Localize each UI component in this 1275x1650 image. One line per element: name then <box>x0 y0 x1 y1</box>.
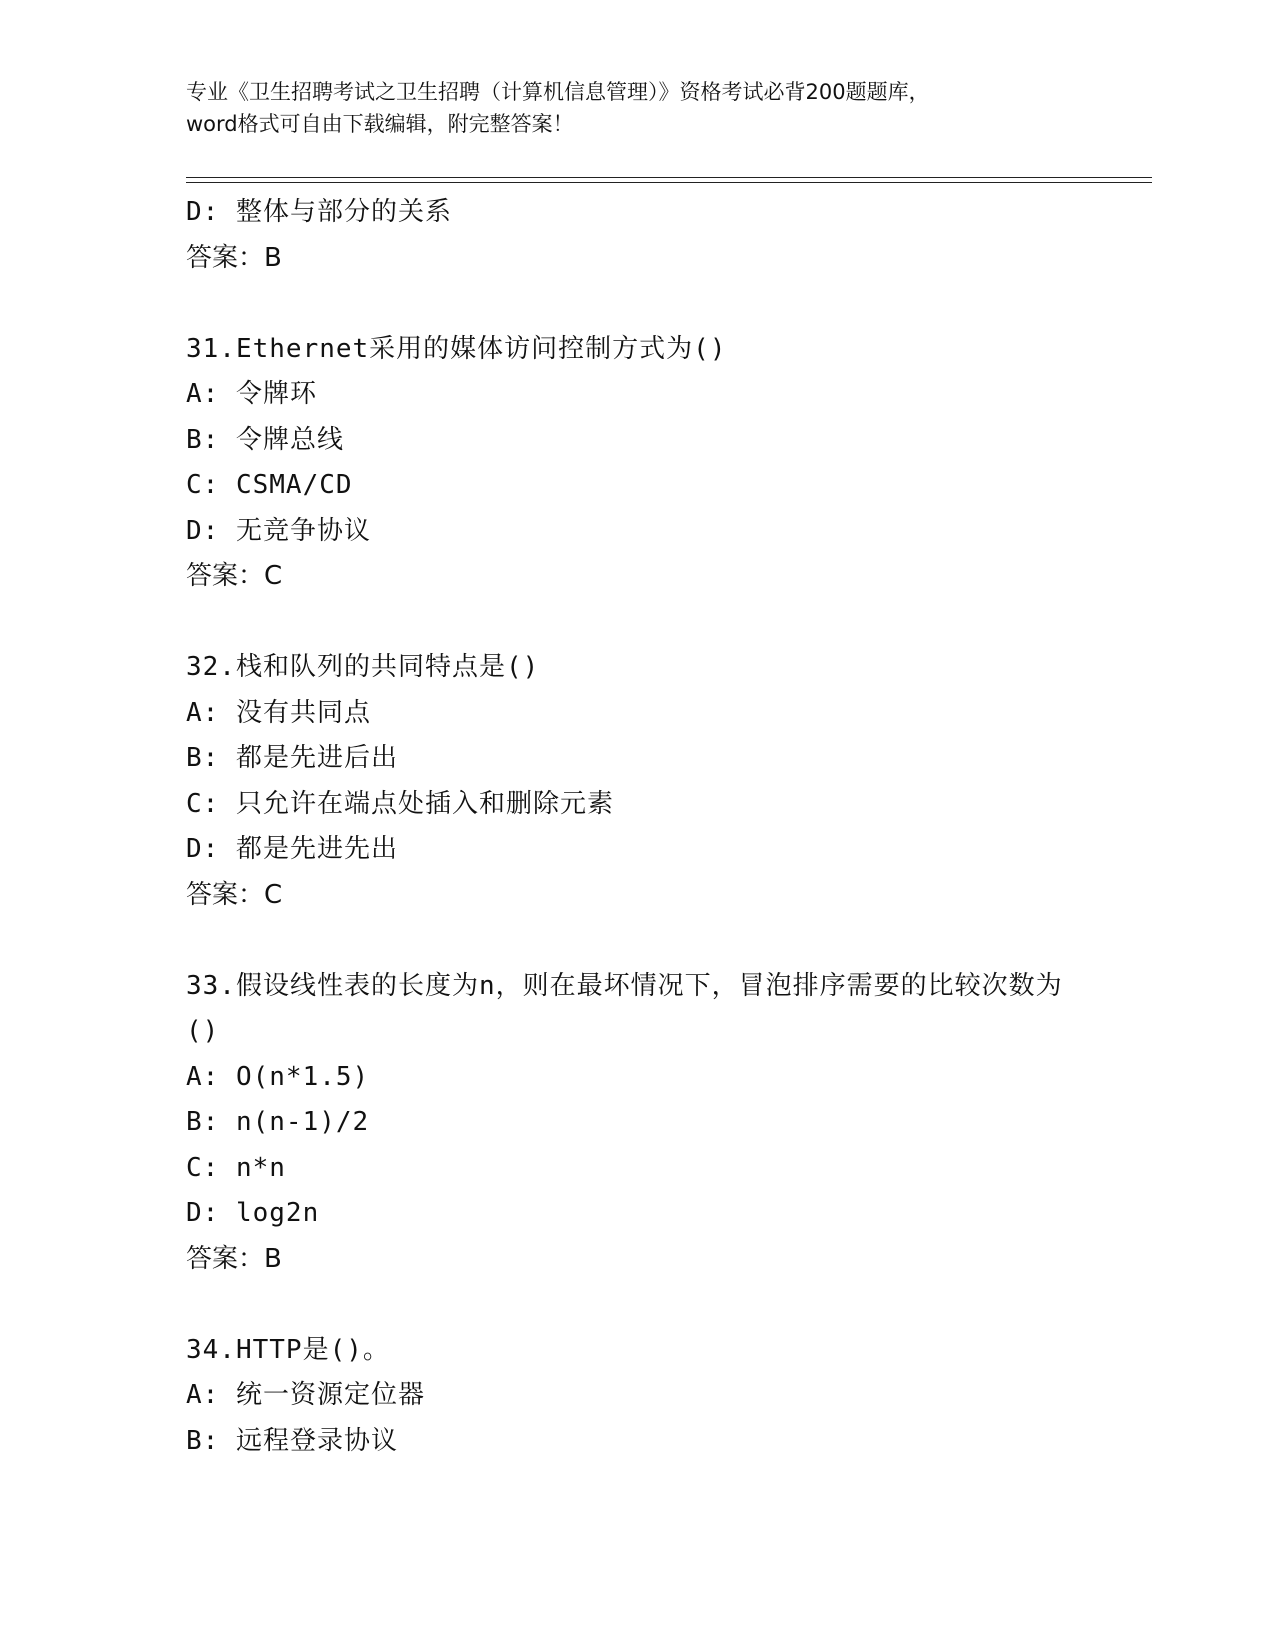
option-c: C: CSMA/CD <box>186 470 353 500</box>
option-c: C: 只允许在端点处插入和删除元素 <box>186 788 614 819</box>
option-a: A: 没有共同点 <box>186 697 371 728</box>
option-d: D: 无竞争协议 <box>186 515 371 546</box>
option-d: D: 整体与部分的关系 <box>186 197 452 227</box>
option-b: B: 令牌总线 <box>186 424 344 455</box>
question-text: 33.假设线性表的长度为n，则在最坏情况下，冒泡排序需要的比较次数为() <box>186 970 1063 1046</box>
question-33 <box>186 964 1086 1283</box>
answer: 答案：B <box>186 1243 282 1274</box>
spacer <box>186 281 1086 327</box>
option-a: A: O(n*1.5) <box>186 1061 370 1092</box>
header-line-1: 专业《卫生招聘考试之卫生招聘（计算机信息管理）》资格考试必背200题题库， <box>186 80 930 104</box>
option-b: B: 远程登录协议 <box>186 1425 398 1456</box>
document-header <box>186 76 1086 140</box>
option-b: B: n(n-1)/2 <box>186 1107 370 1137</box>
answer: 答案：C <box>186 561 283 591</box>
spacer <box>186 600 1086 646</box>
question-text: 32.栈和队列的共同特点是() <box>186 652 540 682</box>
spacer <box>186 1282 1086 1328</box>
header-rule-bottom <box>186 182 1152 183</box>
question-30-tail <box>186 190 1086 281</box>
answer: 答案：B <box>186 242 282 273</box>
option-d: D: 都是先进先出 <box>186 834 398 864</box>
option-c: C: n*n <box>186 1152 286 1183</box>
option-a: A: 统一资源定位器 <box>186 1380 425 1410</box>
answer: 答案：C <box>186 879 283 910</box>
question-31 <box>186 327 1086 600</box>
question-list <box>186 190 1086 1464</box>
option-a: A: 令牌环 <box>186 379 317 409</box>
option-b: B: 都是先进后出 <box>186 743 398 773</box>
question-34 <box>186 1328 1086 1465</box>
option-d: D: log2n <box>186 1198 320 1228</box>
header-line-2: word格式可自由下载编辑，附完整答案！ <box>186 112 574 136</box>
spacer <box>186 918 1086 964</box>
question-text: 31.Ethernet采用的媒体访问控制方式为() <box>186 333 727 364</box>
question-text: 34.HTTP是()。 <box>186 1334 390 1365</box>
header-rule-top <box>186 177 1152 178</box>
question-32 <box>186 645 1086 918</box>
